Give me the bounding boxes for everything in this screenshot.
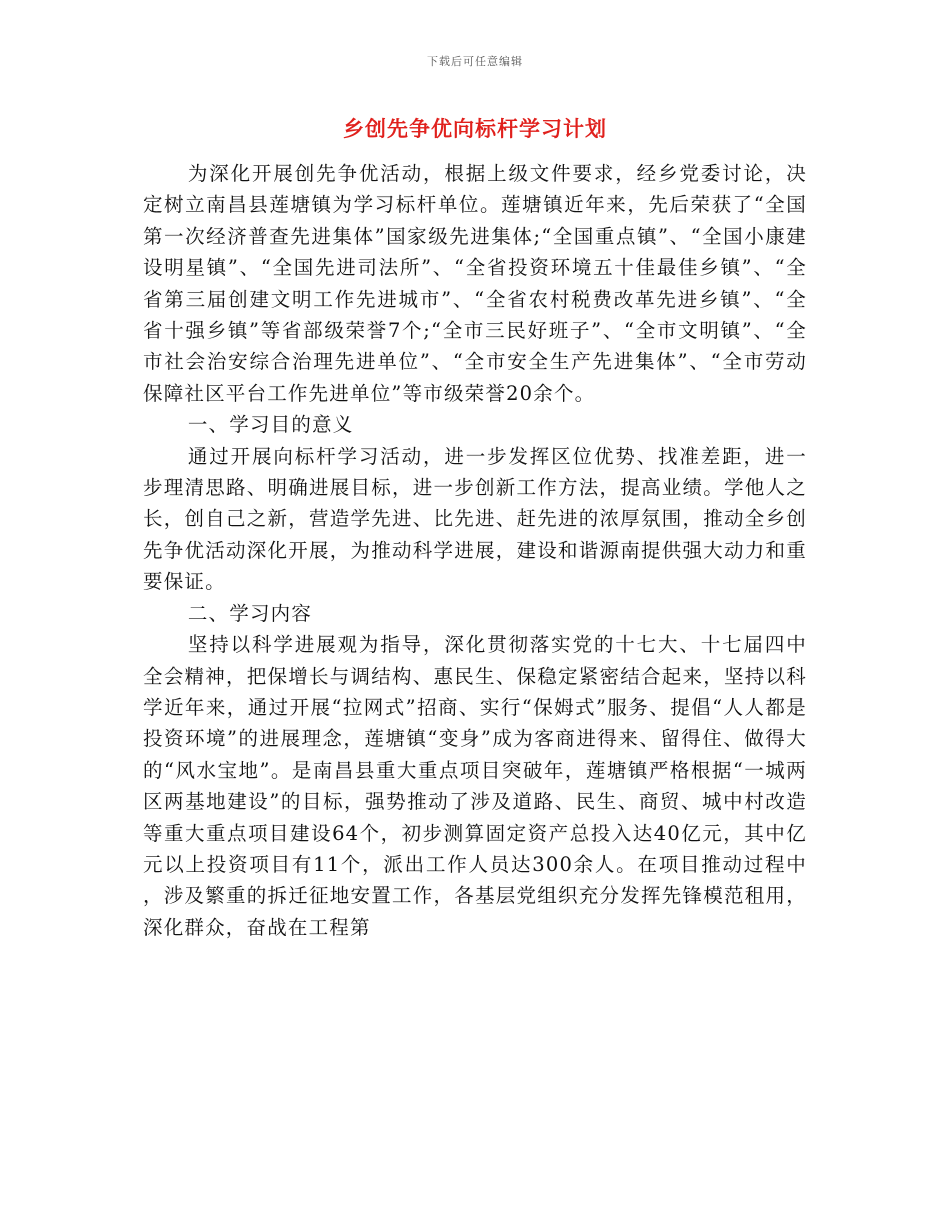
- section-heading-purpose: 一、学习目的意义: [187, 413, 354, 437]
- purpose-paragraph: 通过开展向标杆学习活动，进一步发挥区位优势、找准差距，进一步理清思路、明确进展目标，进一步创新工作方法，提高业绩。学他人之长，创自己之新，营造学先进、比先进、赶先进的浓厚氛围，推动全乡创先争优活动深化开展，为推动科学进展，建设和谐源南提供强大动力和重要保证。: [143, 444, 807, 594]
- content-paragraph: 坚持以科学进展观为指导，深化贯彻落实党的十七大、十七届四中全会精神，把保增长与调结构、惠民生、保稳定紧密结合起来，坚持以科学近年来，通过开展“拉网式”招商、实行“保姆式”服务、提倡“人人都是投资环境”的进展理念，莲塘镇“变身”成为客商进得来、留得住、做得大的“风水宝地”。是南昌县重大重点项目突破年，莲塘镇严格根据“一城两区两基地建设”的目标，强势推动了涉及道路、民生、商贸、城中村改造等重大重点项目建设64个，初步测算固定资产总投入达40亿元，其中亿元以上投资项目有11个，派出工作人员达300余人。在项目推动过程中，涉及繁重的拆迁征地安置工作，各基层党组织充分发挥先锋模范租用，深化群众，奋战在工程第: [143, 633, 807, 939]
- page-header-note: 下载后可任意编辑: [427, 55, 523, 68]
- document-title: 乡创先争优向标杆学习计划: [343, 116, 607, 141]
- section-heading-content: 二、学习内容: [187, 601, 313, 625]
- document-body: [143, 158, 807, 943]
- intro-paragraph: 为深化开展创先争优活动，根据上级文件要求，经乡党委讨论，决定树立南昌县莲塘镇为学习标杆单位。莲塘镇近年来，先后荣获了“全国第一次经济普查先进集体”国家级先进集体;“全国重点镇”、“全国小康建设明星镇”、“全国先进司法所”、“全省投资环境五十佳最佳乡镇”、“全省第三届创建文明工作先进城市”、“全省农村税费改革先进乡镇”、“全省十强乡镇”等省部级荣誉7个;“全市三民好班子”、“全市文明镇”、“全市社会治安综合治理先进单位”、“全市安全生产先进集体”、“全市劳动保障社区平台工作先进单位”等市级荣誉20余个。: [143, 162, 807, 405]
